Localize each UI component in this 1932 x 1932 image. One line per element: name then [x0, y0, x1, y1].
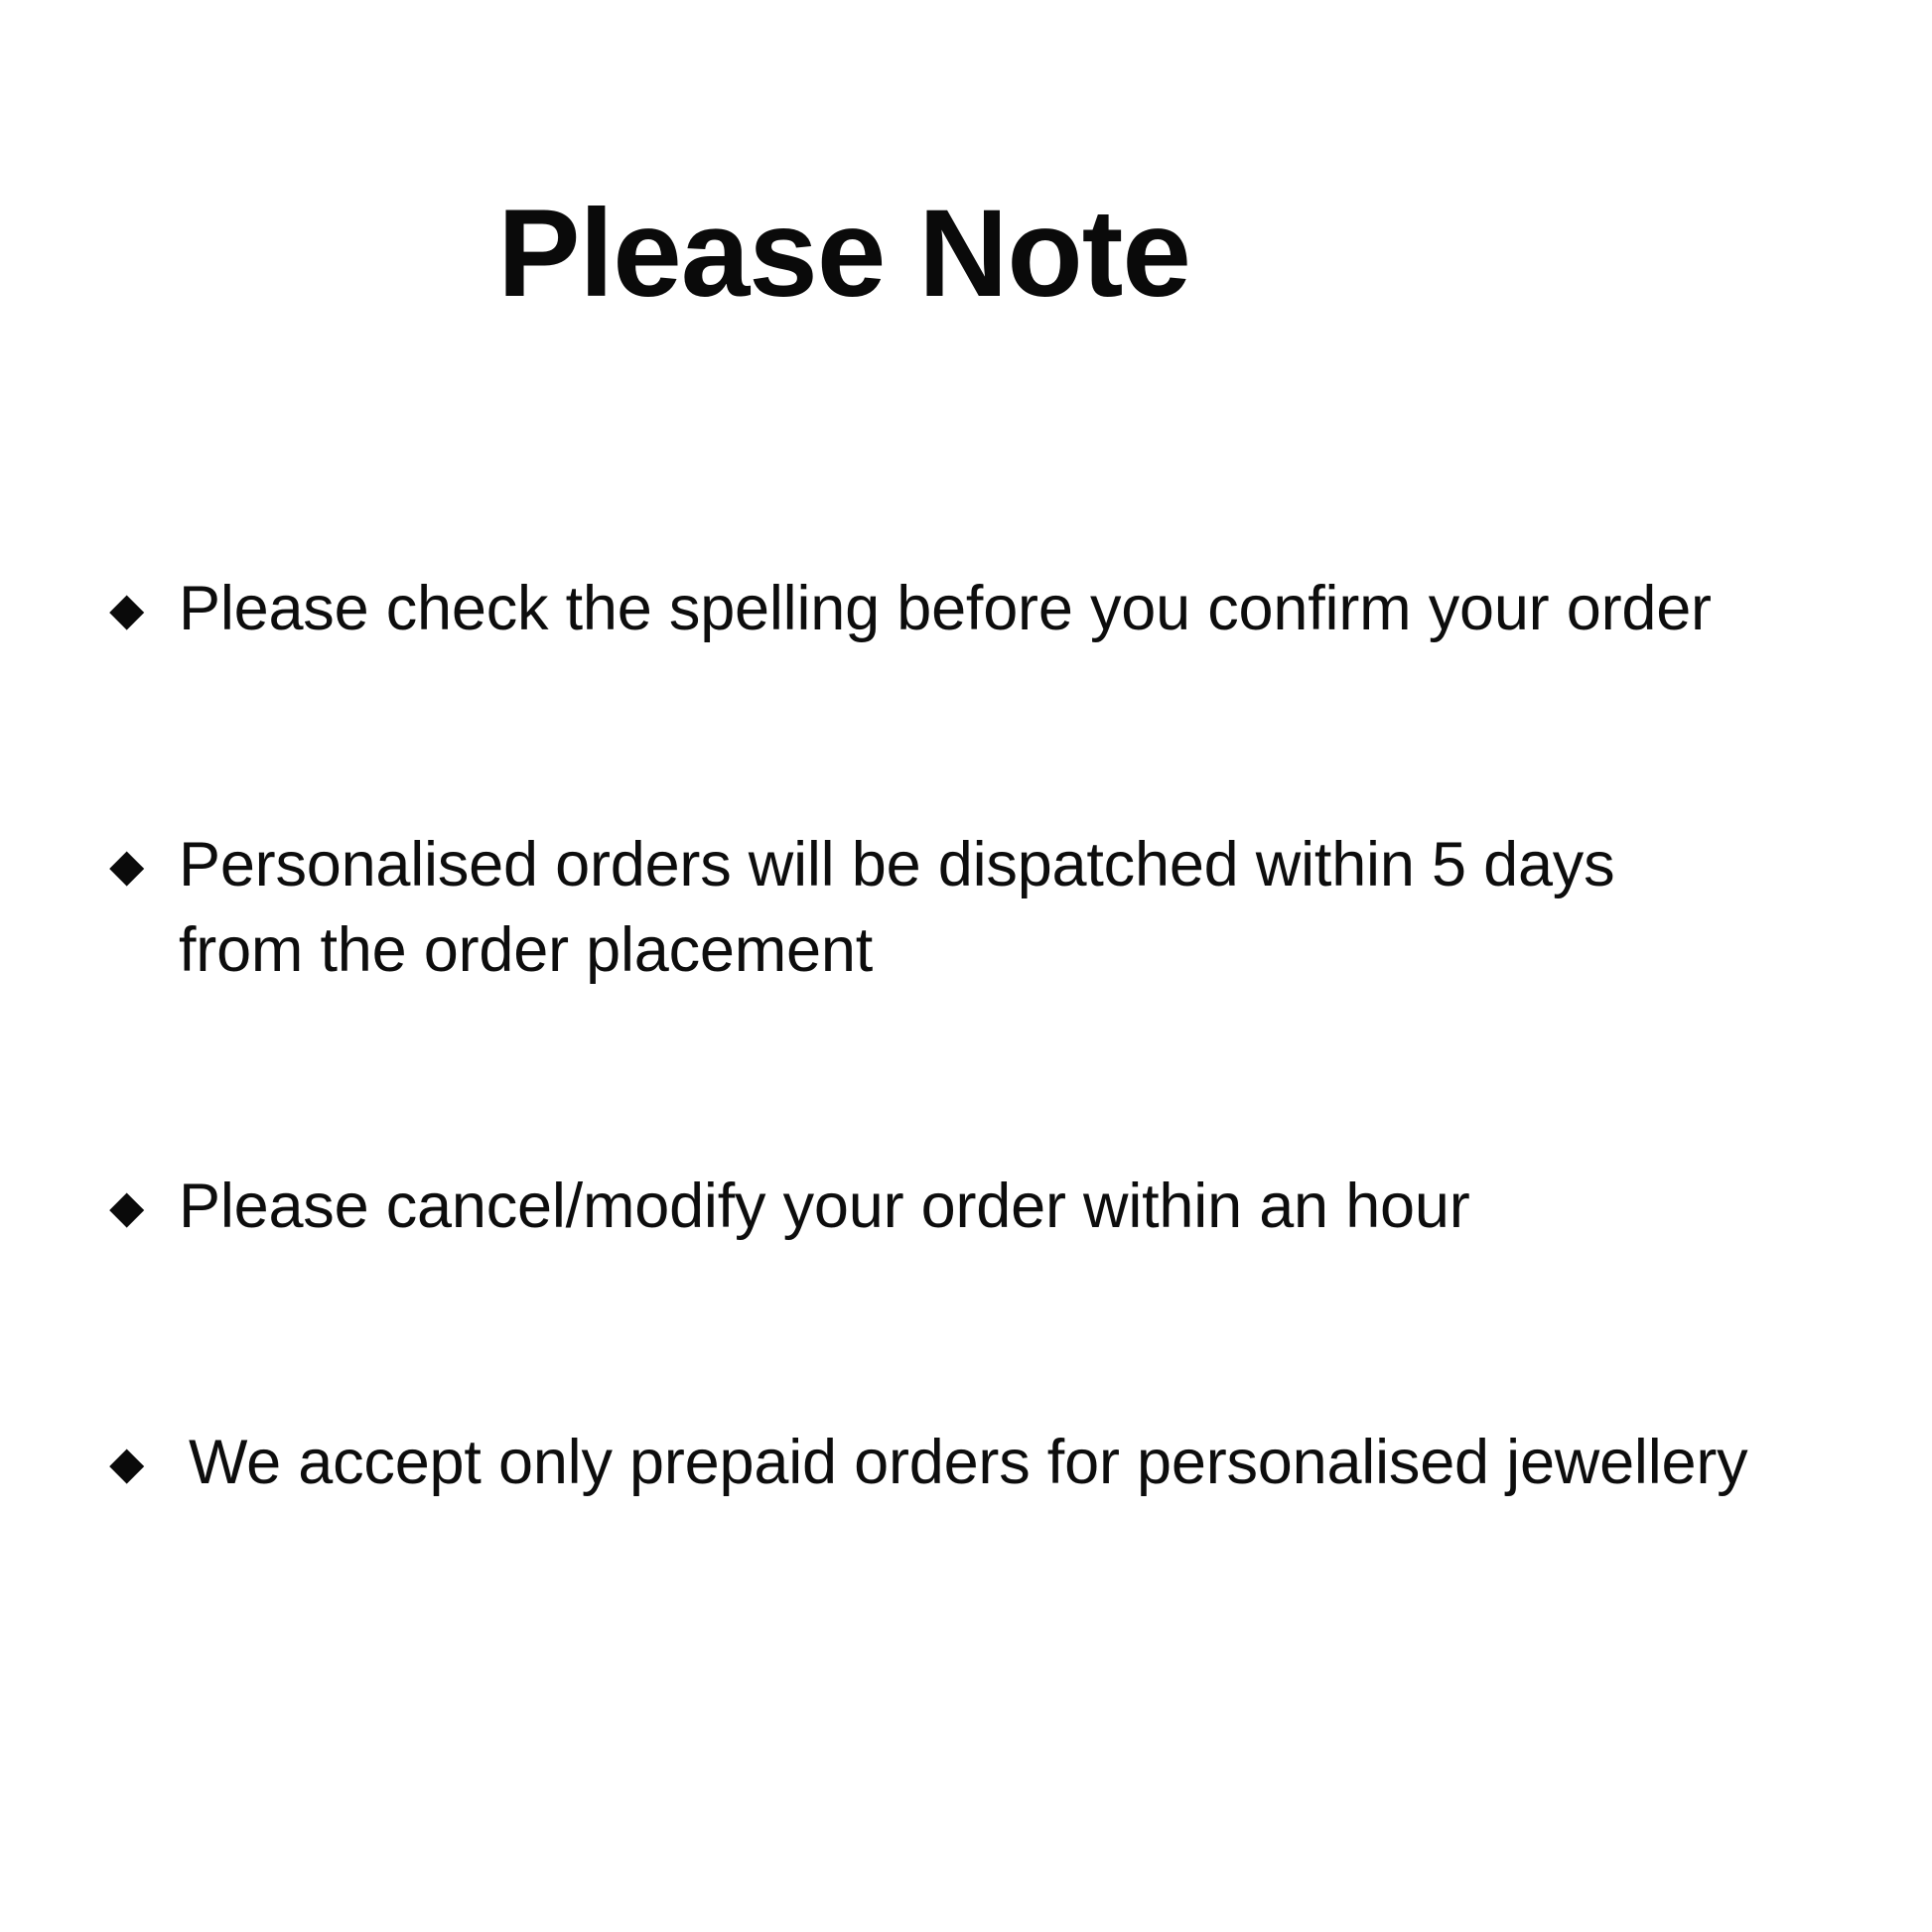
note-list [109, 566, 1857, 1505]
list-item-label: Please check the spelling before you confirm your order [179, 574, 1712, 643]
diamond-bullet-icon: ◆ [109, 1180, 145, 1232]
list-item [109, 822, 1857, 993]
diamond-bullet-icon: ◆ [109, 1437, 145, 1488]
list-item-label: Please cancel/modify your order within an hour [179, 1172, 1470, 1241]
diamond-bullet-icon: ◆ [109, 839, 145, 891]
list-item [109, 1164, 1857, 1249]
list-item-label: We accept only prepaid orders for personalised jewellery [189, 1428, 1748, 1497]
page-title: Please Note [497, 185, 1190, 323]
list-item [109, 566, 1857, 651]
diamond-bullet-icon: ◆ [109, 583, 145, 634]
list-item-label: Personalised orders will be dispatched within 5 days from the order placement [179, 830, 1615, 985]
list-item [109, 1420, 1857, 1505]
